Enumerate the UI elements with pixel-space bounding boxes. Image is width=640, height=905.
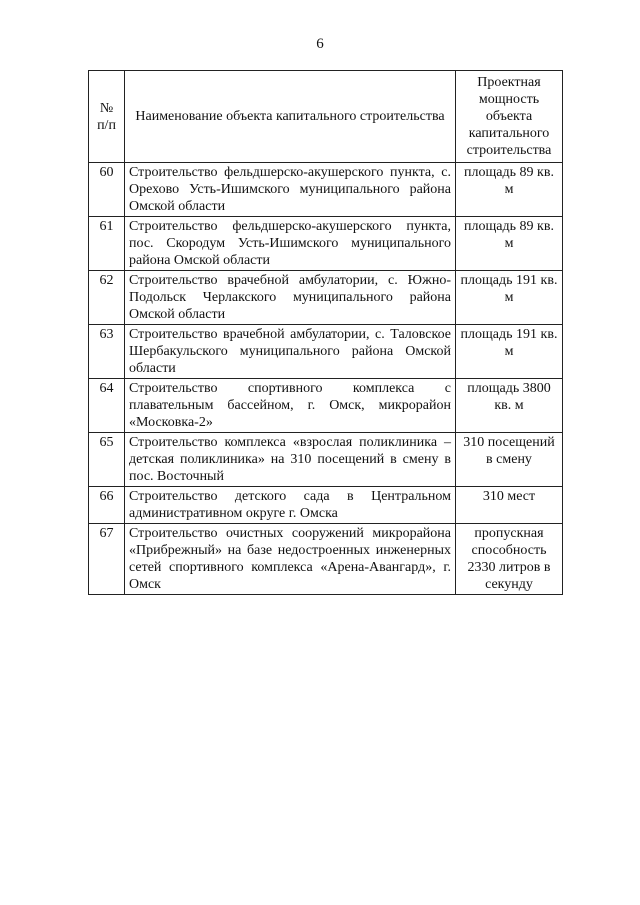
table-row <box>89 433 563 487</box>
object-name: Строительство фельдшерско-акушерского пункта, пос. Скородум Усть-Ишимского муниципального района Омской области <box>125 217 456 271</box>
row-number: 67 <box>89 524 125 595</box>
table-row <box>89 487 563 524</box>
object-name: Строительство очистных сооружений микрорайона «Прибрежный» на базе недостроенных инженерных сетей спортивного комплекса «Арена-Авангард», г. Омск <box>125 524 456 595</box>
object-name: Строительство спортивного комплекса с плавательным бассейном, г. Омск, микрорайон «Московка-2» <box>125 379 456 433</box>
object-name: Строительство комплекса «взрослая поликлиника – детская поликлиника» на 310 посещений в смену в пос. Восточный <box>125 433 456 487</box>
table-row <box>89 271 563 325</box>
object-capacity: площадь 89 кв. м <box>456 217 563 271</box>
object-capacity: площадь 191 кв. м <box>456 325 563 379</box>
row-number: 64 <box>89 379 125 433</box>
header-capacity: Проектная мощность объекта капитального строительства <box>456 71 563 163</box>
table-header-row <box>89 71 563 163</box>
row-number: 60 <box>89 163 125 217</box>
header-number: № п/п <box>89 71 125 163</box>
object-name: Строительство детского сада в Центральном административном округе г. Омска <box>125 487 456 524</box>
object-capacity: площадь 191 кв. м <box>456 271 563 325</box>
row-number: 66 <box>89 487 125 524</box>
object-capacity: 310 мест <box>456 487 563 524</box>
table-row <box>89 524 563 595</box>
object-capacity: пропускная способность 2330 литров в секунду <box>456 524 563 595</box>
page-number: 6 <box>316 36 324 52</box>
table-row <box>89 379 563 433</box>
row-number: 63 <box>89 325 125 379</box>
object-name: Строительство врачебной амбулатории, с. Южно-Подольск Черлакского муниципального района Омской области <box>125 271 456 325</box>
capital-objects-table <box>88 70 563 595</box>
table-row <box>89 325 563 379</box>
header-object-name: Наименование объекта капитального строительства <box>125 71 456 163</box>
row-number: 62 <box>89 271 125 325</box>
row-number: 65 <box>89 433 125 487</box>
row-number: 61 <box>89 217 125 271</box>
object-capacity: площадь 89 кв. м <box>456 163 563 217</box>
object-name: Строительство врачебной амбулатории, с. Таловское Шербакульского муниципального района Омской области <box>125 325 456 379</box>
table-row <box>89 217 563 271</box>
table-row <box>89 163 563 217</box>
object-name: Строительство фельдшерско-акушерского пункта, с. Орехово Усть-Ишимского муниципального района Омской области <box>125 163 456 217</box>
object-capacity: площадь 3800 кв. м <box>456 379 563 433</box>
object-capacity: 310 посещений в смену <box>456 433 563 487</box>
